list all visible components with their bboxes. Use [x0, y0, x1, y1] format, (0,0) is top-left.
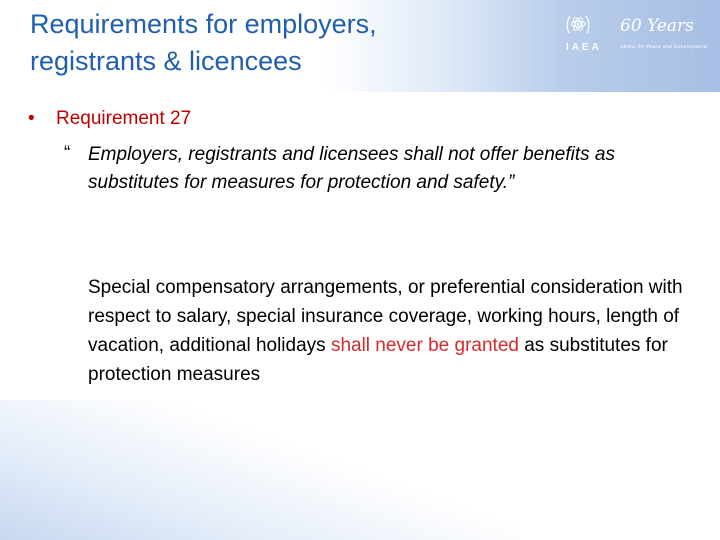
slide-title [30, 6, 530, 80]
paragraph-text-before: Special compensatory arrangements, or preferential consideration with respect to salary, special insurance coverage, working hours, length of vacation, additional holidays [88, 277, 683, 356]
background-gradient-decoration [0, 400, 520, 540]
slide-title-line-2: registrants & licencees [30, 46, 302, 76]
requirement-quote: Employers, registrants and licensees shall not offer benefits as substitutes for measures for protection and safety.” [88, 144, 615, 193]
paragraph-text-after: as substitutes for protection measures [88, 335, 668, 385]
paragraph-highlight: shall never be granted [330, 335, 519, 356]
requirement-label: Requirement 27 [56, 108, 192, 129]
explanatory-paragraph [88, 273, 688, 389]
logo-tagline: Atoms for Peace and Development [620, 44, 708, 50]
iaea-60-years-logo [560, 10, 708, 60]
anniversary-label: 60 Years [620, 16, 694, 36]
iaea-wordmark: IAEA [566, 42, 602, 53]
slide-title-line-1: Requirements for employers, [30, 9, 377, 39]
bullet-dot: • [28, 108, 35, 129]
iaea-atom-emblem-icon [563, 10, 593, 40]
quote-open-mark: “ [64, 143, 71, 164]
